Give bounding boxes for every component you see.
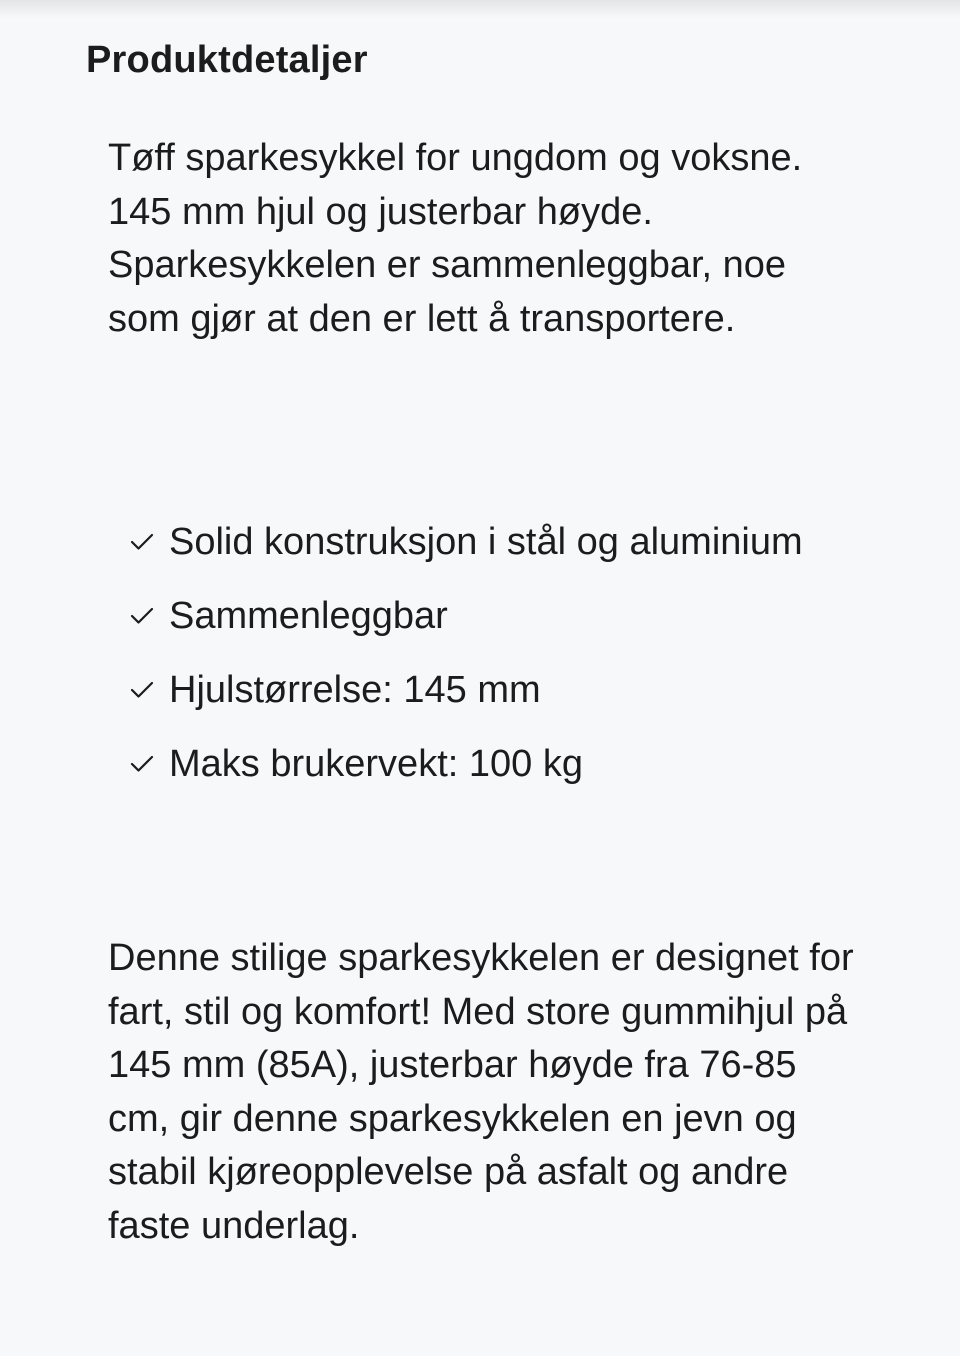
feature-item xyxy=(130,590,830,643)
check-icon xyxy=(130,607,154,625)
feature-item xyxy=(130,738,830,791)
check-icon xyxy=(130,755,154,773)
check-icon xyxy=(130,681,154,699)
feature-list xyxy=(130,516,830,812)
feature-text: Sammenleggbar xyxy=(169,595,448,637)
feature-item xyxy=(130,664,830,717)
feature-text: Hjulstørrelse: 145 mm xyxy=(169,669,541,711)
check-icon xyxy=(130,533,154,551)
section-title: Produktdetaljer xyxy=(86,39,368,81)
feature-text: Solid konstruksjon i stål og aluminium xyxy=(169,521,803,563)
feature-text: Maks brukervekt: 100 kg xyxy=(169,743,583,785)
product-intro: Tøff sparkesykkel for ungdom og voksne. 145 mm hjul og justerbar høyde. Sparkesykkelen er sammenleggbar, noe som gjør at den er lett å transportere. xyxy=(108,137,803,340)
header-shadow xyxy=(0,0,960,18)
product-description: Denne stilige sparkesykkelen er designet for fart, stil og komfort! Med store gummihjul på 145 mm (85A), justerbar høyde fra 76-85 cm, gir denne sparkesykkelen en jevn og stabil kjøreopplevelse på asfalt og andre faste underlag. xyxy=(108,937,854,1247)
feature-item xyxy=(130,516,830,569)
